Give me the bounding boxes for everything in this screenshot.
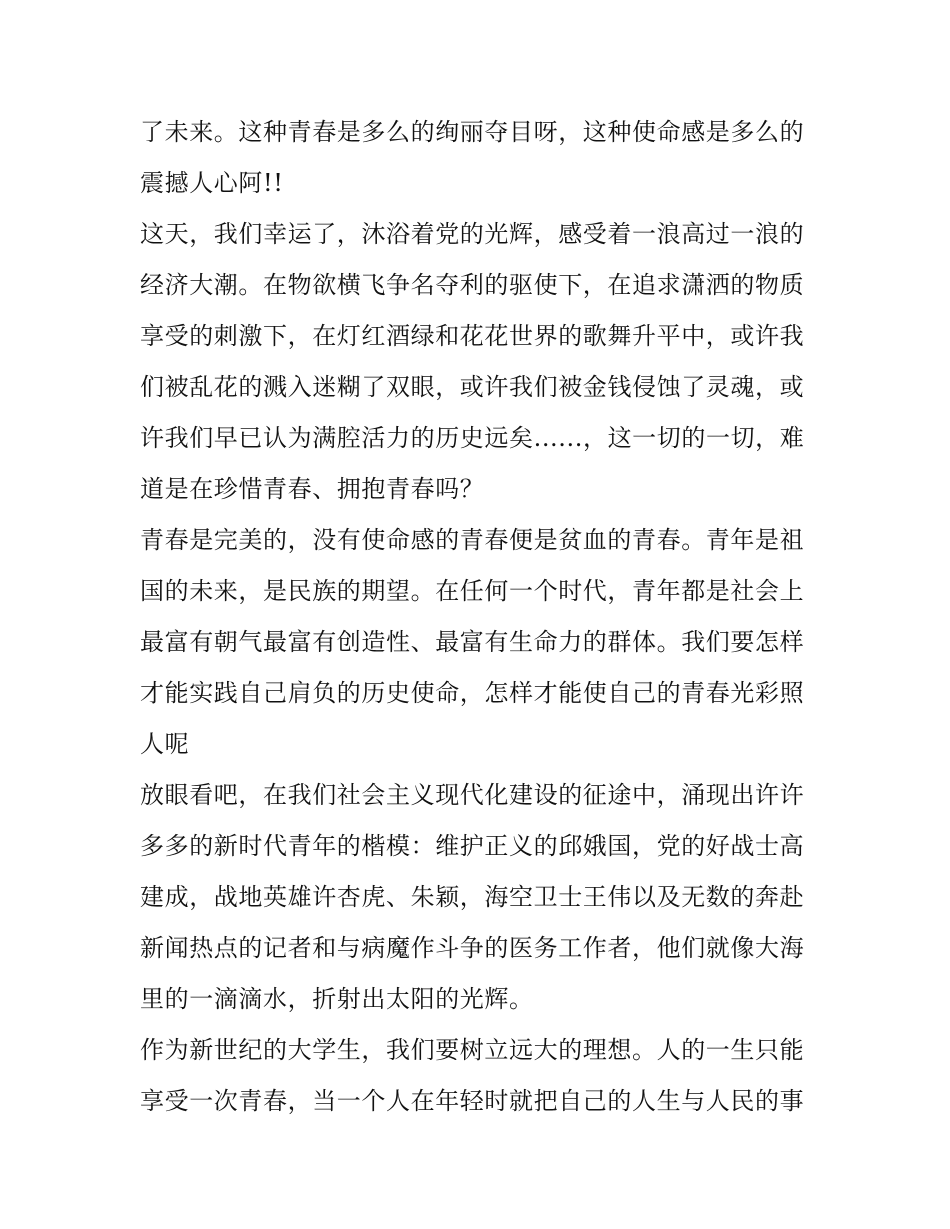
text-line: 震撼人心阿!! bbox=[140, 169, 284, 197]
text-line: 许我们早已认为满腔活力的历史远矣......，这一切的一切，难 bbox=[140, 424, 805, 452]
text-line: 这天，我们幸运了，沐浴着党的光辉，感受着一浪高过一浪的 bbox=[140, 220, 805, 248]
text-line: 享受一次青春，当一个人在年轻时就把自己的人生与人民的事 bbox=[140, 1087, 805, 1115]
text-line: 放眼看吧，在我们社会主义现代化建设的征途中，涌现出许许 bbox=[140, 781, 805, 809]
body-text bbox=[140, 107, 812, 1127]
text-line: 新闻热点的记者和与病魔作斗争的医务工作者，他们就像大海 bbox=[140, 934, 805, 962]
text-line: 最富有朝气最富有创造性、最富有生命力的群体。我们要怎样 bbox=[140, 628, 805, 656]
text-line: 建成，战地英雄许杏虎、朱颖，海空卫士王伟以及无数的奔赴 bbox=[140, 883, 805, 911]
text-line: 们被乱花的溅入迷糊了双眼，或许我们被金钱侵蚀了灵魂，或 bbox=[140, 373, 805, 401]
text-line: 多多的新时代青年的楷模：维护正义的邱娥国，党的好战士高 bbox=[140, 832, 805, 860]
text-line: 道是在珍惜青春、拥抱青春吗？ bbox=[140, 475, 485, 503]
text-line: 国的未来，是民族的期望。在任何一个时代，青年都是社会上 bbox=[140, 577, 805, 605]
text-line: 里的一滴滴水，折射出太阳的光辉。 bbox=[140, 985, 534, 1013]
text-line: 作为新世纪的大学生，我们要树立远大的理想。人的一生只能 bbox=[140, 1036, 805, 1064]
text-line: 才能实践自己肩负的历史使命，怎样才能使自己的青春光彩照 bbox=[140, 679, 805, 707]
text-line: 经济大潮。在物欲横飞争名夺利的驱使下，在追求潇洒的物质 bbox=[140, 271, 805, 299]
text-line: 了未来。这种青春是多么的绚丽夺目呀，这种使命感是多么的 bbox=[140, 118, 805, 146]
text-line: 人呢 bbox=[140, 730, 190, 758]
text-line: 青春是完美的，没有使命感的青春便是贫血的青春。青年是祖 bbox=[140, 526, 805, 554]
text-line: 享受的刺激下，在灯红酒绿和花花世界的歌舞升平中，或许我 bbox=[140, 322, 805, 350]
